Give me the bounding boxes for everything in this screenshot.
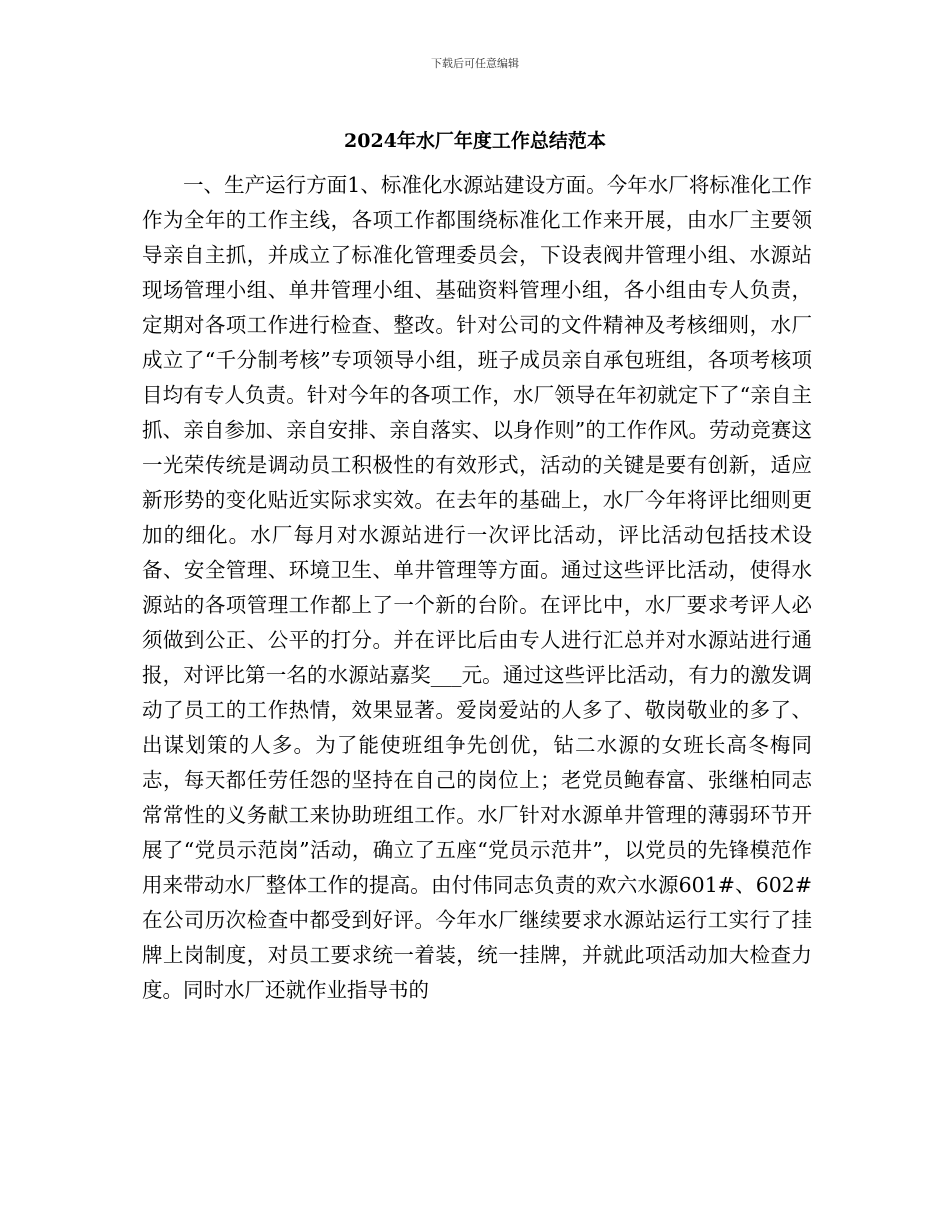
- body-paragraph: 一、生产运行方面1、标准化水源站建设方面。今年水厂将标准化工作作为全年的工作主线，各项工作都围绕标准化工作来开展，由水厂主要领导亲自主抓，并成立了标准化管理委员会，下设表阀井管理小组、水源站现场管理小组、单井管理小组、基础资料管理小组，各小组由专人负责，定期对各项工作进行检查、整改。针对公司的文件精神及考核细则，水厂成立了“千分制考核”专项领导小组，班子成员亲自承包班组，各项考核项目均有专人负责。针对今年的各项工作，水厂领导在年初就定下了“亲自主抓、亲自参加、亲自安排、亲自落实、以身作则”的工作作风。劳动竞赛这一光荣传统是调动员工积极性的有效形式，活动的关键是要有创新，适应新形势的变化贴近实际求实效。在去年的基础上，水厂今年将评比细则更加的细化。水厂每月对水源站进行一次评比活动，评比活动包括技术设备、安全管理、环境卫生、单井管理等方面。通过这些评比活动，使得水源站的各项管理工作都上了一个新的台阶。在评比中，水厂要求考评人必须做到公正、公平的打分。并在评比后由专人进行汇总并对水源站进行通报，对评比第一名的水源站嘉奖___元。通过这些评比活动，有力的激发调动了员工的工作热情，效果显著。爱岗爱站的人多了、敬岗敬业的多了、出谋划策的人多。为了能使班组争先创优，钻二水源的女班长高冬梅同志，每天都任劳任怨的坚持在自己的岗位上；老党员鲍春富、张继柏同志常常性的义务献工来协助班组工作。水厂针对水源单井管理的薄弱环节开展了“党员示范岗”活动，确立了五座“党员示范井”，以党员的先锋模范作用来带动水厂整体工作的提高。由付伟同志负责的欢六水源601#、602#在公司历次检查中都受到好评。今年水厂继续要求水源站运行工实行了挂牌上岗制度，对员工要求统一着装，统一挂牌，并就此项活动加大检查力度。同时水厂还就作业指导书的: [142, 173, 812, 1002]
- page-header-note: 下载后可任意编辑: [431, 57, 519, 70]
- document-title: 2024年水厂年度工作总结范本: [344, 130, 606, 152]
